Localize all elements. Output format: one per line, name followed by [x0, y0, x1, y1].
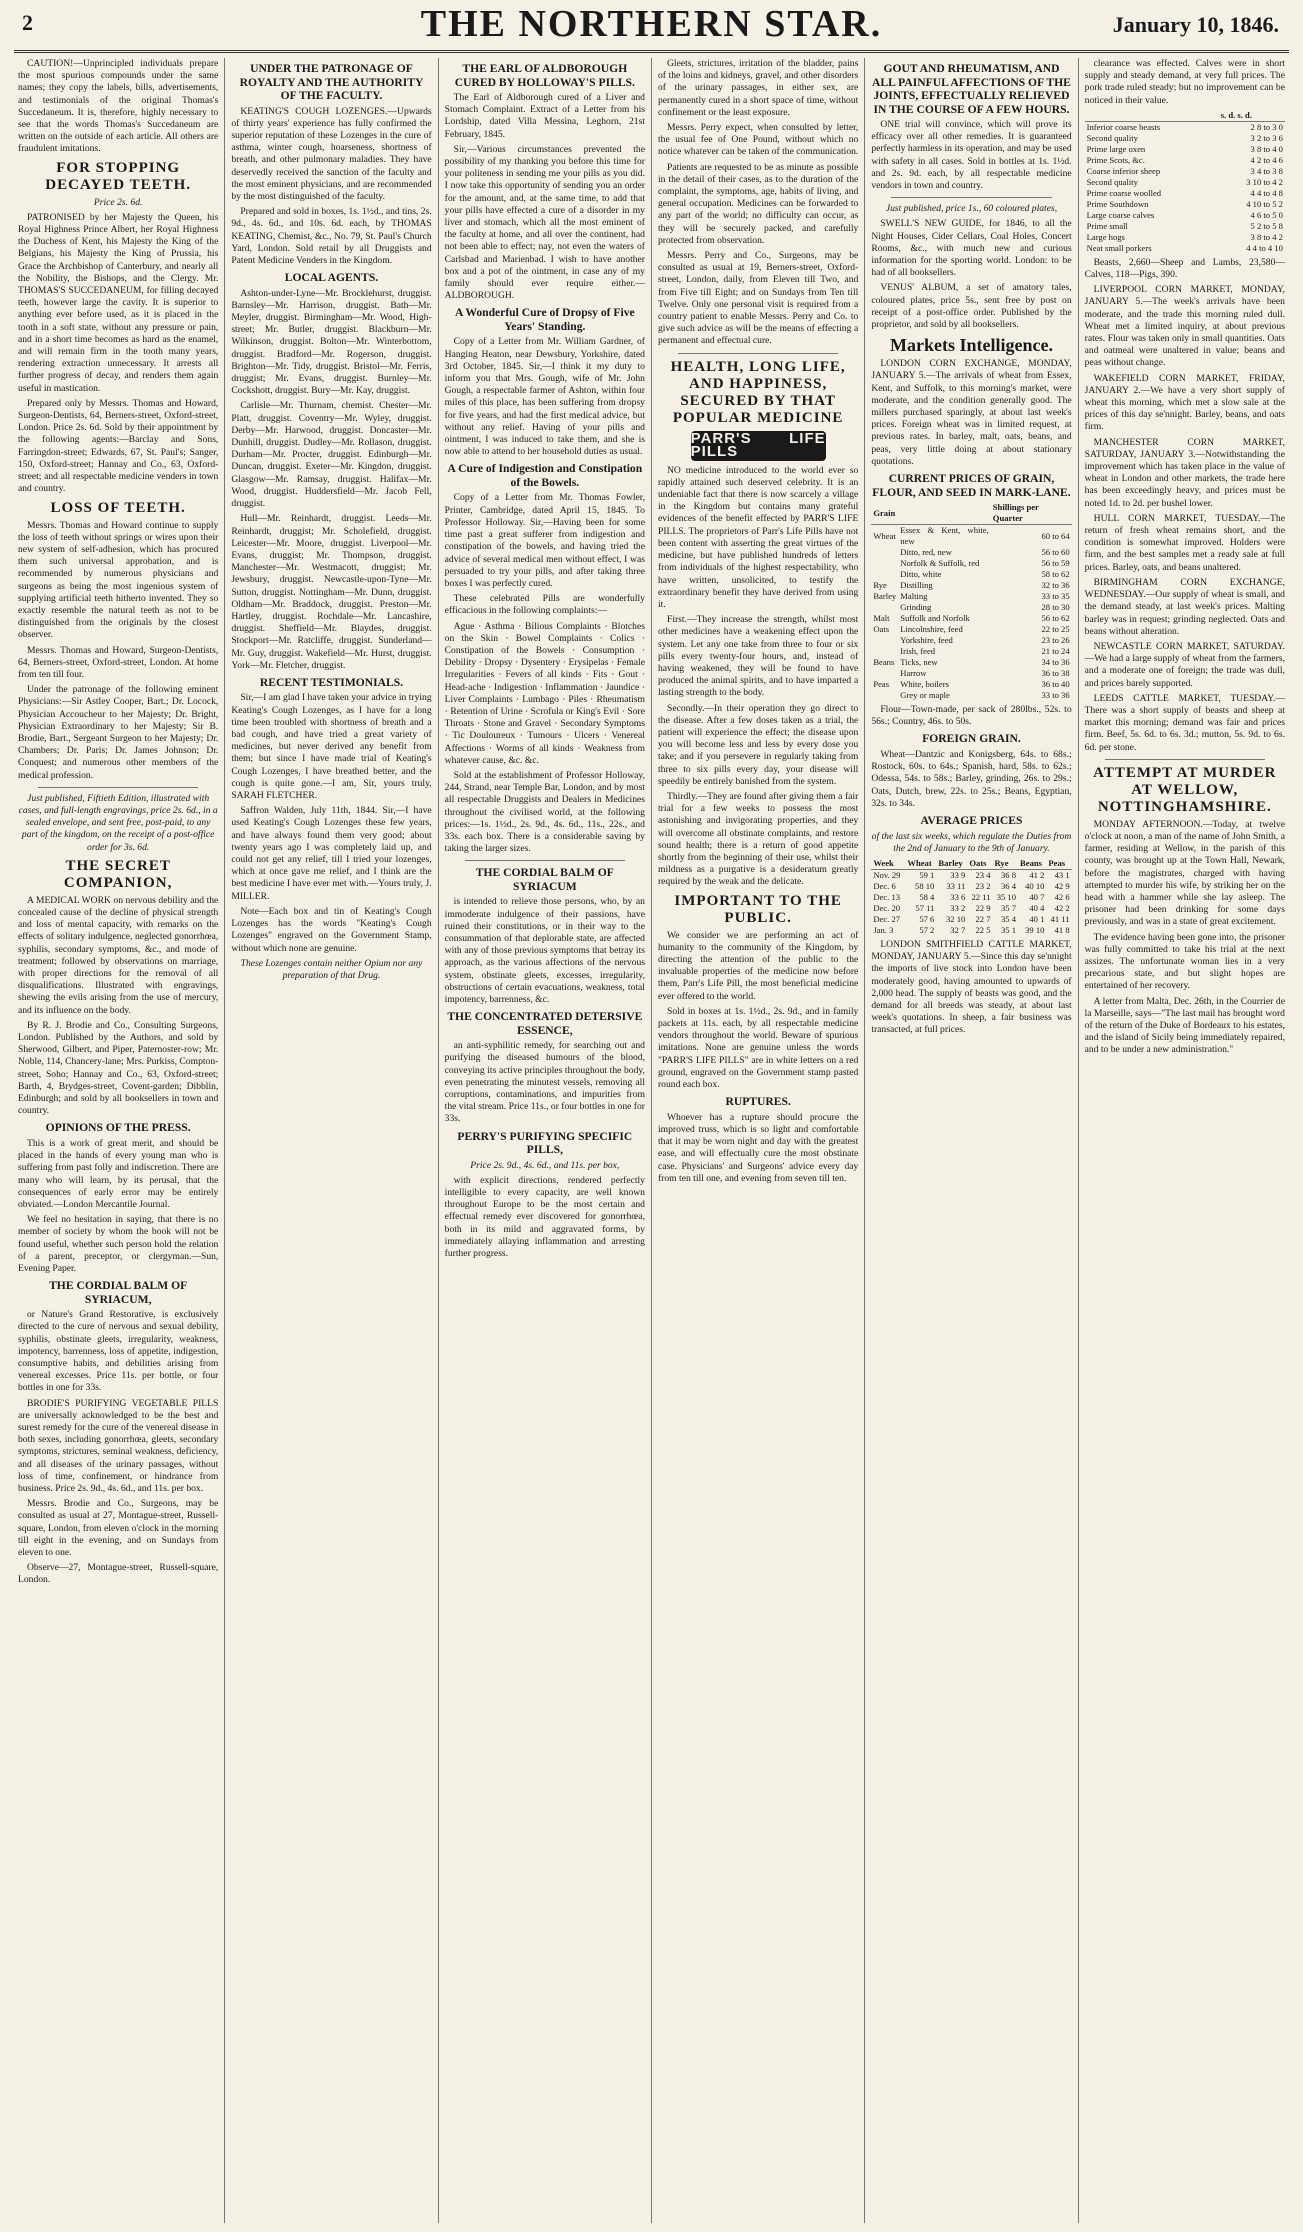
column-2: [225, 58, 438, 2223]
article-paragraph: is intended to relieve those persons, who, by an immoderate indulgence of their passions, have ruined their constitutions, or in their way to the consummation of that deplorable state, are affected with any of those previous symptoms that betray its approach, as the various affections of the nervous system, obstinate gleets, excesses, irregularity, obstructions of certain evacuations, weakness, total impotency, barrenness, &c.: [444, 896, 645, 1005]
table-cell: 23 4: [975, 869, 991, 880]
table-cell: Wheat: [873, 530, 896, 541]
table-cell: 3 2 to 3 6: [1250, 132, 1283, 143]
italic-note: Just published, price 1s., 60 coloured plates,: [885, 203, 1058, 215]
table-header-cell: Barley: [936, 858, 967, 870]
table-cell: 22 5: [975, 924, 991, 935]
table-cell: 42 9: [1054, 880, 1070, 891]
large-heading: ATTEMPT AT MURDER AT WELLOW, NOTTINGHAMSHIRE.: [1093, 764, 1277, 815]
table-row: [871, 679, 1071, 690]
table-cell: 34 to 36: [1041, 657, 1070, 668]
masthead-title: THE NORTHERN STAR.: [420, 3, 883, 45]
table-cell: 36 8: [1000, 869, 1017, 880]
complaint-list: Ague · Asthma · Bilious Complaints · Blotches on the Skin · Bowel Complaints · Colics · Constipation of the Bowels · Consumption · Debility · Dropsy · Dysentery · Erysipelas · Female Irregularities · Fevers of all kinds · Fits · Gout · Head-ache · Indigestion · Inflammation · Jaundice · Liver Complaints · Lumbago · Piles · Rheumatism · Retention of Urine · Scrofula or King's Evil · Sore Throats · Stone and Gravel · Secondary Symptoms · Tic Douloureux · Tumours · Ulcers · Venereal Affections · Worms of all kinds · Weakness from whatever cause, &c. &c.: [444, 620, 645, 766]
article-paragraph: A MEDICAL WORK on nervous debility and the concealed cause of the decline of physical strength and loss of mental capacity, with remarks on the effects of solitary indulgence, neglected gonorrhœa, syphilis, secondary symptoms, &c., and mode of treatment; followed by observations on marriage, with proper directions for the removal of all disqualifications. Illustrated with engravings, shewing the evils arising from the use of mercury, and its influence on the body.: [18, 894, 219, 1016]
article-paragraph: ONE trial will convince, which will prove its efficacy over all other remedies. It is guaranteed perfectly harmless in its operation, and may be used with safety in all cases. Sold in bottles at 1s. 1½d. and 2s. 9d. each, by all respectable medicine vendors in town and country.: [871, 119, 1072, 192]
article-paragraph: Wheat—Dantzic and Konigsberg, 64s. to 68s.; Rostock, 60s. to 64s.; Spanish, hard, 58s. to 62s.; Odessa, 54s. to 58s.; Barley, grinding, 26s. to 29s.; Oats, Dutch, brew, 22s. to 25s.; Beans, Egyptian, 32s. to 34s.: [871, 748, 1072, 809]
column-divider: [1105, 759, 1265, 760]
table-cell: 56 to 59: [1041, 558, 1070, 569]
large-heading: LOSS OF TEETH.: [50, 499, 186, 516]
table-cell: 57 2: [919, 924, 935, 935]
table-cell: Large hogs: [1086, 231, 1125, 242]
table-header-cell: Wheat: [905, 858, 936, 870]
article-paragraph: Hull—Mr. Reinhardt, druggist. Leeds—Mr. Reinhardt, druggist; Mr. Scholefield, druggist. Leicester—Mr. Moore, druggist. Liverpool—Mr. Evans, druggist; Mr. Thompson, druggist. Manchester—Mr. Westmacott, druggist; Mr. Jewsbury, druggist. Newcastle-upon-Tyne—Mr. Sutton, druggist. Nottingham—Mr. Dunn, druggist. Oldham—Mr. Braddock, druggist. Preston—Mr. Hartley, druggist. Rochdale—Mr. Lancashire, druggist. Sheffield—Mr. Blaydes, druggist. Stockport—Mr. Ratcliffe, druggist. Sunderland—Mr. Guy, druggist. Wakefield—Mr. Hurst, druggist. York—Mr. Fletcher, druggist.: [231, 513, 432, 671]
table-cell: 32 7: [950, 924, 966, 935]
column-6: [1079, 58, 1291, 2223]
article-paragraph: LIVERPOOL CORN MARKET, MONDAY, JANUARY 5.—The week's arrivals have been moderate, and the trade this morning ruled dull. Wheat met a limited inquiry, at about previous rates. Flour was taken only in small quantities. Oats and oatmeal were unaltered in value; beans and peas without change.: [1084, 284, 1285, 369]
section-heading: A Wonderful Cure of Dropsy of Five Years' Standing.: [454, 306, 635, 333]
table-cell: Second quality: [1086, 132, 1138, 143]
article-paragraph: NO medicine introduced to the world ever so rapidly attained such deserved celebrity. It is an undeniable fact that there is now scarcely a village in the Kingdom but contains many grateful evidences of the benefit effected by PARR'S LIFE PILLS. The proprietors of Parr's Life Pills have not been content with asserting the great virtues of the medicine, but have published hundreds of letters from individuals of the highest respectability, who have written, unsolicited, to testify the extraordinary benefit they have derived from using it.: [657, 464, 859, 610]
article-paragraph: Prepared and sold in boxes, 1s. 1½d., and tins, 2s. 9d., 4s. 6d., and 10s. 6d. each, by THOMAS KEATING, Chemist, &c., No. 79, St. Paul's Church Yard, London. Sold retail by all Druggists and Patent Medicine Venders in the Kingdom.: [231, 206, 432, 266]
table-cell: Malting: [900, 591, 928, 602]
article-paragraph: SWELL'S NEW GUIDE, for 1846, to all the Night Houses, Cider Cellars, Coal Holes, Concert Rooms, &c., with much new and curious information for the sporting world. London: to be had of all booksellers.: [871, 218, 1072, 279]
article-paragraph: NEWCASTLE CORN MARKET, SATURDAY.—We had a large supply of wheat from the farmers, and a moderate one of foreign; the trade was dull, and prices barely supported.: [1084, 640, 1285, 689]
table-header-cell: [898, 502, 991, 525]
table-row: [871, 547, 1071, 558]
table-cell: 3 8 to 4 2: [1250, 231, 1283, 242]
article-paragraph: Observe—27, Montague-street, Russell-square, London.: [18, 1562, 219, 1586]
article-paragraph: These celebrated Pills are wonderfully efficacious in the following complaints:—: [444, 593, 645, 617]
table-cell: 22 11: [971, 891, 991, 902]
table-row: [871, 591, 1071, 602]
table-cell: Dec. 6: [873, 880, 896, 891]
logo-text: PARR'S LIFE PILLS: [690, 430, 826, 460]
article-paragraph: Sold at the establishment of Professor Holloway, 244, Strand, near Temple Bar, London, and by most all respectable Druggists and Dealers in Medicines throughout the civilised world, at the following prices:—1s. 1½d., 2s. 9d., 4s. 6d., 11s., 22s., and 33s. each box. There is a considerable saving by taking the larger sizes.: [444, 769, 645, 855]
table-row: [871, 881, 1071, 892]
column-5: [865, 58, 1078, 2223]
table-cell: 33 9: [950, 869, 966, 880]
table-cell: [871, 569, 898, 580]
table-row: [871, 624, 1071, 635]
table-cell: 3 8 to 4 0: [1250, 143, 1283, 154]
table-cell: 56 to 60: [1041, 547, 1070, 558]
section-heading: RECENT TESTIMONIALS.: [259, 675, 404, 689]
table-row: [871, 668, 1071, 679]
article-paragraph: HULL CORN MARKET, TUESDAY.—The return of fresh wheat remains short, and the condition is somewhat improved. Holders were firm, and the best samples met a ready sale at full prices. Barley, oats, and beans unaltered.: [1084, 512, 1285, 573]
table-cell: Ditto, white: [900, 569, 942, 580]
article-paragraph: LEEDS CATTLE MARKET, TUESDAY.—There was a short supply of beasts and sheep at market this morning; demand was fair and prices firm. Beef, 5s. 6d. to 6s. 3d.; mutton, 5s. 9d. to 6s. 6d. per stone.: [1084, 692, 1285, 753]
table-row: [871, 892, 1071, 903]
table-cell: 23 2: [975, 880, 991, 891]
article-paragraph: This is a work of great merit, and should be placed in the hands of every young man who is suffering from past folly and indiscretion. There are many who will learn, by its perusal, that the consequences of early error may be entirely obviated.—London Mercantile Journal.: [18, 1137, 219, 1210]
table-row: [871, 903, 1071, 914]
section-heading: THE CONCENTRATED DETERSIVE ESSENCE,: [447, 1010, 643, 1037]
table-row: [871, 613, 1071, 624]
column-divider: [678, 353, 838, 354]
table-cell: 4 4 to 4 10: [1246, 242, 1283, 253]
article-paragraph: WAKEFIELD CORN MARKET, FRIDAY, JANUARY 2.—We have a very short supply of wheat this morning, which met a slow sale at the prices of this day se'nnight. Barley, beans, and oats firm.: [1084, 372, 1285, 433]
table-cell: 23 to 26: [1041, 635, 1070, 646]
article-paragraph: clearance was effected. Calves were in short supply and steady demand, at very full prices. The pork trade ruled steady; but no improvement can be noticed in their value.: [1084, 58, 1285, 106]
column-divider: [891, 197, 1051, 198]
table-cell: 4 2 to 4 6: [1250, 154, 1283, 165]
section-heading: THE CORDIAL BALM OF SYRIACUM: [475, 866, 614, 893]
section-heading: RUPTURES.: [725, 1095, 791, 1109]
table-cell: Suffolk and Norfolk: [900, 613, 970, 624]
article-paragraph: CAUTION!—Unprincipled individuals prepare the most spurious compounds under the same names; they copy the labels, bills, advertisements, and testimonials of the original Thomas's Succedaneum. It is, therefore, highly necessary to see that the words Thomas's Succedaneum are written on the outside of each article. All others are fraudulent imitations.: [18, 58, 219, 155]
article-paragraph: Prepared only by Messrs. Thomas and Howard, Surgeon-Dentists, 64, Berners-street, Oxford-street, London. Price 2s. 6d. Sold by their appointment by the following agents:—Barclay and Sons, Farringdon-street; Edwards, 67, St. Paul's; Sanger, 150, Oxford-street; Hannay and Co., 63, Oxford-street; and all respectable medicine venders in town and country.: [18, 397, 219, 495]
article-paragraph: Messrs. Thomas and Howard, Surgeon-Dentists, 64, Berners-street, Oxford-street, London. At home from ten till four.: [18, 644, 219, 680]
article-paragraph: Secondly.—In their operation they go direct to the disease. After a few doses taken as a trial, the patient will experience the effect; the disease upon you will become less and less by every dose you take; and if you persevere in regularly taking from three to six pills every day, your disease will speedily be entirely banished from the system.: [657, 702, 859, 787]
table-cell: 60 to 64: [1041, 530, 1070, 541]
table-row: [1085, 210, 1285, 221]
table-cell: 42 2: [1054, 902, 1070, 913]
article-paragraph: Flour—Town-made, per sack of 280lbs., 52s. to 56s.; Country, 46s. to 50s.: [871, 704, 1072, 728]
table-cell: 58 to 62: [1041, 569, 1070, 580]
table-cell: 35 10: [996, 891, 1017, 902]
table-row: [871, 657, 1071, 668]
table-cell: Harrow: [900, 668, 927, 679]
table-header-cell: s. d. s. d.: [1219, 110, 1285, 122]
table-header-row: [1085, 110, 1285, 122]
table-cell: 35 1: [1000, 924, 1017, 935]
article-paragraph: Thirdly.—They are found after giving them a fair trial for a few weeks to possess the most astonishing and invigorating properties, and they will overcome all obstinate complaints, and restore sound health; there is a return of good appetite shortly from the beginning of their use, whilst their mildness as a purgative is a desideratum greatly required by the weak and the delicate.: [657, 790, 859, 888]
table-cell: 28 to 30: [1041, 602, 1070, 613]
table-cell: Oats: [873, 624, 890, 635]
article-paragraph: Ashton-under-Lyne—Mr. Brocklehurst, druggist. Barnsley—Mr. Harrison, druggist. Bath—Mr. Meyler, druggist. Birmingham—Mr. Wood, High-street; Mr. Butler, druggist. Blackburn—Mr. Wilkinson, druggist. Bolton—Mr. Winterbottom, druggist. Bradford—Mr. Rogerson, druggist. Brighton—Mr. Tidy, druggist. Bristol—Mr. Ferris, druggist; Mr. Evans, druggist. Burnley—Mr. Cockshott, druggist. Bury—Mr. Kay, druggist.: [231, 287, 432, 397]
table-cell: 35 4: [1000, 913, 1017, 924]
large-heading: THE SECRET COMPANION,: [63, 857, 173, 891]
article-paragraph: By R. J. Brodie and Co., Consulting Surgeons, London. Published by the Authors, and sold by Sherwood, Gilbert, and Piper, Paternoster-row; Mr. Noble, 114, Chancery-lane; Mrs. Purkiss, Compton-street, Soho; Hannay and Co., 63, Oxford-street; Barth, 4, Brydges-street, Covent-garden; Dibblin, Edinburgh; and sold by all booksellers in town and country.: [18, 1019, 219, 1117]
table-cell: Coarse inferior sheep: [1086, 165, 1161, 176]
table-cell: Grey or maple: [900, 690, 950, 701]
article-paragraph: BIRMINGHAM CORN EXCHANGE, WEDNESDAY.—Our supply of wheat is small, and the demand steady, at last week's prices. Malting barley was in request; grinding neglected. Oats and beans without alteration.: [1084, 576, 1285, 637]
table-cell: 59 1: [919, 869, 935, 880]
table-cell: 33 11: [946, 880, 966, 891]
table-row: [871, 525, 1071, 548]
table-cell: Prime Southdown: [1086, 198, 1149, 209]
article-paragraph: Copy of a Letter from Mr. William Gardner, of Hanging Heaton, near Dewsbury, Yorkshire, dated 3rd October, 1845. Sir,—I think it my duty to inform you that Mrs. Gough, wife of Mr. John Gough, a respectable farmer of Ashton, within four miles of this place, has been suffering from dropsy for five years, and had the first medical advice, but without any relief. Having of your pills and ointment, I was induced to take them, and she is now able to attend to her household duties as usual.: [444, 336, 645, 458]
section-heading: GOUT AND RHEUMATISM, AND ALL PAINFUL AFFECTIONS OF THE JOINTS, EFFECTUALLY RELIEVED IN THE COURSE OF A FEW HOURS.: [872, 62, 1071, 116]
table-row: [871, 635, 1071, 646]
table-cell: [871, 668, 898, 679]
table-cell: 58 4: [919, 891, 935, 902]
section-heading: A Cure of Indigestion and Constipation of the Bowels.: [447, 462, 643, 489]
article-paragraph: MANCHESTER CORN MARKET, SATURDAY, JANUARY 3.—Notwithstanding the improvement which has taken place in the value of wheat in London and other markets, the trade here has been exceedingly heavy, and prices must be noted 1d. to 2d. per bushel lower.: [1084, 436, 1285, 509]
table-cell: 41 2: [1029, 869, 1045, 880]
large-heading: IMPORTANT TO THE PUBLIC.: [674, 892, 842, 926]
table-cell: Rye: [873, 580, 887, 591]
italic-note: These Lozenges contain neither Opium nor any preparation of that Drug.: [240, 957, 423, 981]
newspaper-columns: [12, 58, 1291, 2223]
table-header-cell: [1085, 110, 1213, 122]
table-row: [871, 869, 1071, 881]
column-1: [12, 58, 225, 2223]
article-paragraph: or Nature's Grand Restorative, is exclusively directed to the cure of nervous and sexual debility, syphilis, obstinate gleets, irregularity, weakness, impotency, barrenness, loss of appetite, indigestion, consumptive habits, and debilities arising from venereal excesses. Price 11s. per bottle, or four bottles in one for 33s.: [18, 1309, 219, 1394]
table-cell: 3 10 to 4 2: [1246, 176, 1283, 187]
table-cell: Irish, feed: [900, 646, 936, 657]
section-banner: Markets Intelligence.: [889, 335, 1053, 356]
table-row: [871, 569, 1071, 580]
article-paragraph: Messrs. Perry and Co., Surgeons, may be consulted as usual at 19, Berners-street, Oxford-street, London, daily, from Eleven till Two, and from Five till Eight; and on Sundays from Ten till Twelve. Only one personal visit is required from a country patient to enable Messrs. Perry and Co. to give such advice as will be the means of effecting a permanent and effectual cure.: [657, 250, 859, 347]
table-row: [1085, 133, 1285, 144]
table-cell: 4 10 to 5 2: [1246, 198, 1283, 209]
article-paragraph: with explicit directions, rendered perfectly intelligible to every capacity, are well known throughout Europe to be the most certain and effectual remedy ever discovered for gonorrhœa, both in its mild and aggravated forms, by immediately allaying inflammation and arresting further progress.: [444, 1174, 645, 1260]
column-3: [439, 58, 652, 2223]
table-cell: 2 8 to 3 0: [1250, 121, 1283, 132]
table-row: [871, 646, 1071, 657]
table-cell: 41 8: [1054, 924, 1070, 935]
table-row: [1085, 199, 1285, 210]
article-paragraph: The evidence having been gone into, the prisoner was fully committed to take his trial at the next assizes. The unfortunate woman lies in a very precarious state, and but slight hopes are entertained of her recovery.: [1084, 931, 1285, 992]
table-cell: 21 to 24: [1041, 646, 1070, 657]
table-cell: 36 4: [1000, 880, 1017, 891]
table-cell: Ticks, new: [900, 657, 938, 668]
article-paragraph: Sold in boxes at 1s. 1½d., 2s. 9d., and in family packets at 11s. each, by all respectable medicine vendors throughout the world. Beware of spurious imitations. None are genuine unless the words "PARR'S LIFE PILLS" are in white letters on a red ground, engraved on the Government stamp pasted round each box.: [657, 1005, 859, 1091]
large-heading: HEALTH, LONG LIFE, AND HAPPINESS, SECURED BY THAT POPULAR MEDICINE: [670, 358, 846, 426]
header-rule: [14, 50, 1289, 53]
article-paragraph: Copy of a Letter from Mr. Thomas Fowler, Printer, Cambridge, dated April 15, 1845. To Professor Holloway. Sir,—Having been for some time past a great sufferer from indigestion and constipation of the bowels, and having tried the advice of several medical men without effect, I was persuaded to try your pills, and after taking three boxes I was perfectly cured.: [444, 492, 645, 589]
table-cell: Prime large oxen: [1086, 143, 1146, 154]
italic-note: Price 2s. 9d., 4s. 6d., and 11s. per box,: [470, 1159, 620, 1171]
table-cell: Large coarse calves: [1086, 209, 1155, 220]
table-row: [1085, 155, 1285, 166]
table-cell: White, boilers: [900, 679, 949, 690]
table-row: [871, 580, 1071, 591]
table-row: [1085, 144, 1285, 155]
section-heading: AVERAGE PRICES: [920, 814, 1023, 827]
table-row: [871, 914, 1071, 925]
table-cell: 40 1: [1029, 913, 1045, 924]
table-cell: Barley: [873, 591, 897, 602]
large-heading: FOR STOPPING DECAYED TEETH.: [45, 159, 192, 193]
table-cell: Dec. 27: [873, 913, 901, 924]
price-table: [871, 502, 1071, 701]
page-number: 2: [22, 10, 33, 35]
table-cell: 40 10: [1025, 880, 1045, 891]
table-cell: [871, 690, 898, 701]
table-cell: 4 4 to 4 8: [1250, 187, 1283, 198]
article-paragraph: Patients are requested to be as minute as possible in the detail of their cases, as to the duration of the complaint, the symptoms, age, habits of living, and general occupation. Medicines can be forwarded to any part of the world; no difficulty can occur, as they will be securely packed, and carefully protected from observation.: [657, 161, 859, 246]
article-paragraph: Sir,—Various circumstances prevented the possibility of my thanking you before this time for your politeness in sending me your pills as you did. I now take this opportunity of sending you an order for the amount, and, at the same time, to add that your pills have effected a cure of a disorder in my liver and stomach, which all the most eminent of the faculty at home, and all over the continent, had not been able to effect; nay, not even the waters of Carlsbad and Marienbad. I wish to have another box and a pot of the ointment, in case any of my family should ever require either.—ALDBOROUGH.: [444, 143, 645, 302]
table-cell: 33 2: [950, 902, 966, 913]
table-cell: Malt: [873, 613, 890, 624]
table-cell: [871, 547, 898, 558]
section-heading: THE EARL OF ALDBOROUGH CURED BY HOLLOWAY'S PILLS.: [454, 62, 635, 89]
table-cell: 33 to 36: [1041, 690, 1070, 701]
table-header-cell: Rye: [993, 858, 1019, 870]
section-heading: UNDER THE PATRONAGE OF ROYALTY AND THE AUTHORITY OF THE FACULTY.: [239, 62, 424, 102]
article-paragraph: VENUS' ALBUM, a set of amatory tales, coloured plates, price 5s., sent free by post on receipt of a post-office order. Published by the proprietor, and sold by all booksellers.: [871, 282, 1072, 331]
table-cell: 57 11: [915, 902, 935, 913]
table-row: [1085, 166, 1285, 177]
table-cell: Distilling: [900, 580, 933, 591]
article-paragraph: First.—They increase the strength, whilst most other medicines have a weakening effect upon the system. Let any one take from three to four or six pills every twenty-four hours, and, instead of having weakened, they will be found to have produced the animal spirits, and to have imparted a lasting strength to the body.: [657, 614, 859, 699]
table-cell: 22 to 25: [1041, 624, 1070, 635]
table-row: [1085, 243, 1285, 254]
column-divider: [465, 860, 625, 861]
table-row: [1085, 121, 1285, 133]
table-cell: Inferior coarse beasts: [1086, 121, 1161, 132]
table-row: [871, 690, 1071, 701]
article-paragraph: Saffron Walden, July 11th, 1844. Sir,—I have used Keating's Cough Lozenges these few years, and have always found them very good; about twenty years ago I was completely laid up, and could not get any relief, till I tried your lozenges, which at once gave me relief, and I think are the best medicine I have ever met with.—Yours truly, J. MILLER.: [231, 805, 432, 902]
table-row: [1085, 221, 1285, 232]
table-row: [1085, 232, 1285, 243]
table-cell: Neat small porkers: [1086, 242, 1152, 253]
article-paragraph: Messrs. Perry expect, when consulted by letter, the usual fee of One Pound, without which no notice whatever can be taken of the communication.: [657, 122, 859, 158]
table-header-row: [871, 858, 1071, 870]
issue-date: January 10, 1846.: [1112, 12, 1279, 37]
table-cell: 43 1: [1054, 869, 1070, 880]
table-cell: 22 9: [975, 902, 991, 913]
table-cell: [871, 602, 898, 613]
table-cell: 41 11: [1050, 913, 1070, 924]
table-cell: 32 to 36: [1041, 580, 1070, 591]
table-row: [871, 925, 1071, 936]
article-paragraph: BRODIE'S PURIFYING VEGETABLE PILLS are universally acknowledged to be the best and surest remedy for the cure of the venereal disease in both sexes, including gonorrhœa, gleets, secondary symptoms, strictures, seminal weakness, deficiency, and all diseases of the urinary passages, without loss of time, confinement, or hindrance from business. Price 2s. 9d., 4s. 6d., and 11s. per box.: [18, 1397, 219, 1495]
table-cell: 22 7: [975, 913, 991, 924]
column-4: [652, 58, 865, 2223]
article-paragraph: Messrs. Brodie and Co., Surgeons, may be consulted as usual at 27, Montague-street, Russell-square, London, from eleven o'clock in the morning till eight in the evening, and on Sundays from eleven to one.: [18, 1498, 219, 1559]
article-paragraph: LONDON CORN EXCHANGE, MONDAY, JANUARY 5.—The arrivals of wheat from Essex, Kent, and Suffolk, to this morning's market, were moderate, and the condition generally good. The millers purchased sparingly, at about last week's prices. Foreign wheat was in limited request, at previous rates. In barley, malt, oats, beans, and peas, very little doing at about stationary quotations.: [871, 358, 1072, 467]
table-cell: Ditto, red, new: [900, 547, 952, 558]
article-paragraph: Note—Each box and tin of Keating's Cough Lozenges has the words "Keating's Cough Lozenges" engraved on the Government Stamp, without which none are genuine.: [231, 905, 432, 954]
article-paragraph: The Earl of Aldborough cured of a Liver and Stomach Complaint. Extract of a Letter from his Lordship, dated Villa Messina, Leghorn, 21st February, 1845.: [444, 92, 645, 140]
italic-note: Just published, Fiftieth Edition, illustrated with cases, and full-length engravings, price 2s. 6d., in a sealed envelope, and sent free, post-paid, to any part of the kingdom, on the receipt of a post-office order for 3s. 6d.: [18, 792, 218, 853]
section-heading: CURRENT PRICES OF GRAIN, FLOUR, AND SEED IN MARK-LANE.: [872, 472, 1071, 499]
article-paragraph: Whoever has a rupture should procure the improved truss, which is so light and comfortable that it may be worn night and day with the greatest ease, and will effectually cure the most obstinate case. Physicians' and Surgeons' advice every day from ten till one, and evening from seven till ten.: [657, 1111, 859, 1184]
article-paragraph: Gleets, strictures, irritation of the bladder, pains of the loins and kidneys, gravel, and other disorders of the urinary passages, in either sex, are permanently cured in a short space of time, without confinement or the least exposure.: [657, 58, 859, 118]
table-header-cell: Week: [871, 858, 905, 870]
table-cell: 58 10: [915, 880, 935, 891]
table-cell: 36 to 38: [1041, 668, 1070, 679]
article-paragraph: KEATING'S COUGH LOZENGES.—Upwards of thirty years' experience has fully confirmed the superior reputation of these Lozenges in the cure of asthma, winter cough, hoarseness, shortness of breath, and other pulmonary maladies. They have deservedly received the sanction of the faculty and the most eminent physicians, and are recommended by the most distinguished of the faculty.: [231, 105, 432, 202]
table-cell: 56 to 62: [1041, 613, 1070, 624]
table-cell: [871, 558, 898, 569]
table-row: [871, 558, 1071, 569]
section-heading: PERRY'S PURIFYING SPECIFIC PILLS,: [457, 1129, 633, 1157]
table-row: [1085, 177, 1285, 188]
table-cell: 5 2 to 5 8: [1250, 220, 1283, 231]
section-heading: LOCAL AGENTS.: [284, 271, 379, 285]
price-table: [871, 858, 1071, 936]
table-header-cell: Peas: [1046, 858, 1071, 870]
page-header: [0, 0, 1303, 54]
table-cell: 39 10: [1025, 924, 1045, 935]
table-cell: Second quality: [1086, 176, 1138, 187]
table-cell: 35 7: [1000, 902, 1017, 913]
table-cell: 40 7: [1029, 891, 1045, 902]
table-header-row: [871, 502, 1071, 525]
table-cell: Jan. 3: [873, 924, 894, 935]
table-cell: Peas: [873, 679, 890, 690]
table-cell: Norfolk & Suffolk, red: [900, 558, 980, 569]
article-paragraph: Under the patronage of the following eminent Physicians:—Sir Astley Cooper, Bart.; Dr. Locock, Physician Accoucheur to her Majesty; Dr. Bright, Physician Extraordinary to her Majesty; Sir B. Brodie, Bart., Sergeant Surgeon to her Majesty; Dr. Chambers; Dr. Paris; Dr. James Johnson; Dr. Conquest; and numerous other members of the medical profession.: [18, 684, 219, 781]
article-paragraph: PATRONISED by her Majesty the Queen, his Royal Highness Prince Albert, her Royal Highness the Duchess of Kent, his Majesty the King of the Belgians, his Majesty the King of Prussia, his Grace the Archbishop of Canterbury, and nearly all the Nobility, the Bishops, and the Clergy. Mr. THOMAS'S SUCCEDANEUM, for filling decayed teeth, however large the cavity. It is superior to anything ever before used, as it is placed in the tooth in a soft state, without any pressure or pain, and in a short time becomes as hard as the enamel, and will remain firm in the tooth many years, rendering extraction unnecessary. It arrests all further progress of decay, and renders them again useful in mastication.: [18, 211, 219, 394]
article-paragraph: Sir,—I am glad I have taken your advice in trying Keating's Cough Lozenges, as I have for a long time been troubled with shortness of breath and a bad cough, and have tried a great variety of medicines, but never derived any benefit from them; but since I have made trial of Keating's Cough Lozenges, I have breathed better, and the cough is quite gone.—I am, Sir, yours truly, SARAH FLETCHER.: [231, 692, 432, 802]
article-paragraph: We feel no hesitation in saying, that there is no member of society by whom the book will not be found useful, whether such person hold the relation of a parent, preceptor, or clergyman.—Sun, Evening Paper.: [18, 1214, 219, 1274]
table-header-cell: Shillings per Quarter: [991, 502, 1072, 525]
table-cell: [871, 635, 898, 646]
article-paragraph: We consider we are performing an act of humanity to the community of the Kingdom, by directing the attention of the public to the invaluable properties of the medicine now before them, Parr's Life Pill, the most beneficial medicine ever offered to the world.: [657, 929, 859, 1002]
table-cell: 33 to 35: [1041, 591, 1070, 602]
parrs-life-pills-logo: [691, 431, 826, 461]
article-paragraph: Messrs. Thomas and Howard continue to supply the loss of teeth without springs or wires upon their new system of self-adhesion, which has procured them such universal approbation, and is recommended by numerous physicians and surgeons as being the most ingenious system of supplying artificial teeth hitherto invented. They so exactly resemble the natural teeth as not to be distinguished from the originals by the closest observer.: [18, 519, 219, 641]
article-paragraph: an anti-syphilitic remedy, for searching out and purifying the diseased humours of the blood, conveying its active principles throughout the body, even penetrating the minutest vessels, removing all corruptions, contaminations, and impurities from the vital stream. Price 11s., or four bottles in one for 33s.: [444, 1040, 645, 1125]
article-paragraph: Carlisle—Mr. Thurnam, chemist. Chester—Mr. Platt, druggist. Coventry—Mr. Wyley, druggist. Derby—Mr. Harwood, druggist. Doncaster—Mr. Dunhill, druggist. Dudley—Mr. Rollason, druggist. Durham—Mr. Procter, druggist. Edinburgh—Mr. Duncan, druggist. Exeter—Mr. Kingdon, druggist. Glasgow—Mr. Ramsay, druggist. Halifax—Mr. Wood, druggist. Huddersfield—Mr. Jacob Fell, druggist.: [231, 400, 432, 510]
table-row: [871, 602, 1071, 613]
table-cell: Prime small: [1086, 220, 1128, 231]
section-heading: THE CORDIAL BALM OF SYRIACUM,: [49, 1279, 188, 1306]
italic-note: Price 2s. 6d.: [93, 196, 143, 208]
table-cell: 57 6: [919, 913, 935, 924]
article-paragraph: LONDON SMITHFIELD CATTLE MARKET, MONDAY, JANUARY 5.—Since this day se'nnight the imports of live stock into London have been moderately good, having amounted to upwards of 2,000 head. The supply of beasts was good, and the demand for all breeds was steady, at about last week's quotations. In sheep, a fair business was transacted, at full prices.: [871, 938, 1072, 1036]
section-heading: FOREIGN GRAIN.: [922, 732, 1021, 746]
table-cell: Nov. 29: [873, 869, 901, 880]
table-cell: Dec. 13: [873, 891, 901, 902]
table-cell: 32 10: [946, 913, 966, 924]
table-cell: Lincolnshire, feed: [900, 624, 963, 635]
table-cell: Essex & Kent, white, new: [900, 525, 989, 547]
table-cell: Grinding: [900, 602, 932, 613]
table-cell: Dec. 20: [873, 902, 901, 913]
italic-note: of the last six weeks, which regulate the Duties from the 2nd of January to the 9th of January.: [871, 830, 1072, 854]
article-paragraph: MONDAY AFTERNOON.—Today, at twelve o'clock at noon, a man of the name of John Smith, a farmer, residing at Wellow, in the parish of this county, was brought up at the Town Hall, Newark, before the magistrates, charged with having attempted to murder his wife, by striking her on the head with a hammer while she lay asleep. The prisoner had been drinking for some days previously, and was in a state of great excitement.: [1084, 818, 1285, 928]
table-cell: Beans: [873, 657, 895, 668]
table-cell: Prime coarse woolled: [1086, 187, 1162, 198]
table-cell: 36 to 40: [1041, 679, 1070, 690]
table-cell: Yorkshire, feed: [900, 635, 953, 646]
table-cell: 40 4: [1029, 902, 1045, 913]
section-heading: OPINIONS OF THE PRESS.: [45, 1121, 191, 1135]
table-cell: 4 6 to 5 0: [1250, 209, 1283, 220]
article-paragraph: Beasts, 2,660—Sheep and Lambs, 23,580—Calves, 118—Pigs, 390.: [1084, 256, 1285, 281]
table-cell: 42 6: [1054, 891, 1070, 902]
table-header-cell: Beans: [1018, 858, 1046, 870]
table-cell: Prime Scots, &c.: [1086, 154, 1145, 165]
table-header-cell: Grain: [871, 502, 898, 525]
price-table: [1085, 110, 1285, 254]
table-cell: [871, 646, 898, 657]
column-divider: [38, 787, 198, 788]
article-paragraph: A letter from Malta, Dec. 26th, in the Courrier de la Marseille, says—"The last mail has brought word of the return of the Duke of Bordeaux to his estates, and the island of Sicily being immediately repaired, and to be under a new administration.": [1084, 995, 1285, 1056]
table-row: [1085, 188, 1285, 199]
table-cell: 33 6: [950, 891, 966, 902]
table-header-cell: Oats: [967, 858, 992, 870]
table-cell: 3 4 to 3 8: [1250, 165, 1283, 176]
